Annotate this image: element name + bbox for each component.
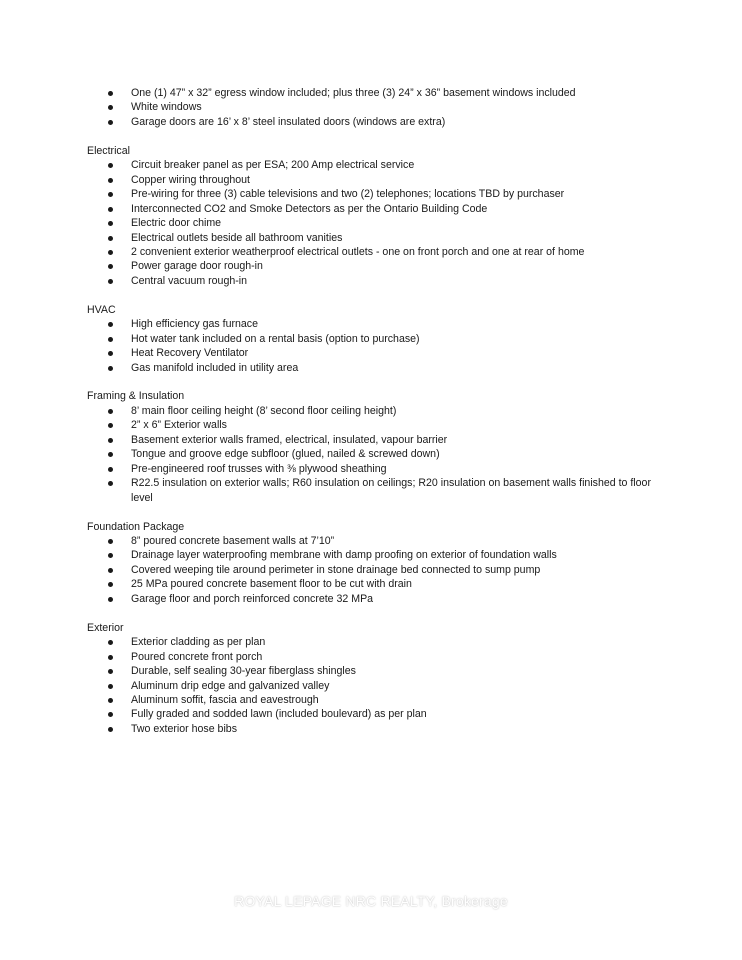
list-item-text: Electric door chime — [131, 217, 222, 230]
list-item-text: 25 MPa poured concrete basement floor to be cut with drain — [131, 578, 412, 591]
bullet-icon — [108, 366, 113, 371]
bullet-icon — [108, 539, 113, 544]
list-item-text: Garage floor and porch reinforced concrete 32 MPa — [131, 592, 374, 605]
list-item — [87, 86, 657, 100]
list-item-text: White windows — [131, 101, 202, 114]
list-item — [87, 433, 657, 447]
list-item-text: R22.5 insulation on exterior walls; R60 insulation on ceilings; R20 insulation on basement walls finished to floor level — [131, 477, 651, 504]
bullet-icon — [108, 221, 113, 226]
list-item — [87, 476, 657, 505]
section-windows-doors — [87, 86, 657, 129]
list-item-text: Durable, self sealing 30-year fiberglass shingles — [131, 665, 356, 678]
bullet-icon — [108, 322, 113, 327]
list-item — [87, 679, 657, 693]
list-item — [87, 577, 657, 591]
bullet-list — [87, 404, 657, 505]
list-item — [87, 650, 657, 664]
list-item — [87, 664, 657, 678]
bullet-icon — [108, 91, 113, 96]
bullet-icon — [108, 582, 113, 587]
bullet-icon — [108, 105, 113, 110]
list-item — [87, 534, 657, 548]
list-item — [87, 231, 657, 245]
bullet-icon — [108, 423, 113, 428]
list-item — [87, 202, 657, 216]
list-item-text: Fully graded and sodded lawn (included boulevard) as per plan — [131, 708, 427, 721]
bullet-icon — [108, 568, 113, 573]
list-item — [87, 404, 657, 418]
bullet-list — [87, 317, 657, 375]
list-item-text: Basement exterior walls framed, electrical, insulated, vapour barrier — [131, 433, 448, 446]
bullet-icon — [108, 279, 113, 284]
list-item-text: High efficiency gas furnace — [131, 318, 259, 331]
list-item — [87, 274, 657, 288]
bullet-icon — [108, 207, 113, 212]
bullet-icon — [108, 467, 113, 472]
list-item — [87, 317, 657, 331]
list-item-text: Circuit breaker panel as per ESA; 200 Amp electrical service — [131, 159, 415, 172]
section-heading: Electrical — [87, 144, 130, 157]
bullet-icon — [108, 178, 113, 183]
list-item — [87, 115, 657, 129]
bullet-icon — [108, 236, 113, 241]
section-heading: Framing & Insulation — [87, 390, 185, 403]
bullet-list — [87, 635, 657, 736]
list-item-text: Exterior cladding as per plan — [131, 636, 266, 649]
list-item-text: Interconnected CO2 and Smoke Detectors as per the Ontario Building Code — [131, 202, 488, 215]
list-item-text: Drainage layer waterproofing membrane with damp proofing on exterior of foundation walls — [131, 549, 557, 562]
bullet-icon — [108, 250, 113, 255]
list-item-text: Power garage door rough-in — [131, 260, 263, 273]
bullet-icon — [108, 727, 113, 732]
list-item — [87, 187, 657, 201]
list-item-text: Aluminum soffit, fascia and eavestrough — [131, 693, 319, 706]
list-item-text: 2” x 6” Exterior walls — [131, 419, 227, 432]
list-item-text: Pre-engineered roof trusses with ⅜ plywood sheathing — [131, 462, 387, 475]
bullet-icon — [108, 192, 113, 197]
list-item-text: Poured concrete front porch — [131, 650, 263, 663]
bullet-icon — [108, 438, 113, 443]
bullet-icon — [108, 409, 113, 414]
list-item — [87, 447, 657, 461]
list-item — [87, 332, 657, 346]
section-hvac — [87, 303, 657, 375]
bullet-icon — [108, 120, 113, 125]
list-item — [87, 635, 657, 649]
bullet-list — [87, 158, 657, 288]
bullet-list — [87, 534, 657, 606]
bullet-icon — [108, 669, 113, 674]
bullet-icon — [108, 163, 113, 168]
list-item — [87, 722, 657, 736]
list-item — [87, 173, 657, 187]
list-item-text: Two exterior hose bibs — [131, 722, 237, 735]
section-heading: HVAC — [87, 303, 116, 316]
section-heading: Foundation Package — [87, 520, 185, 533]
list-item — [87, 592, 657, 606]
bullet-icon — [108, 655, 113, 660]
list-item-text: Heat Recovery Ventilator — [131, 347, 249, 360]
list-item-text: Central vacuum rough-in — [131, 274, 247, 287]
list-item-text: 8” poured concrete basement walls at 7’10” — [131, 534, 335, 547]
bullet-list — [87, 86, 657, 129]
section-electrical — [87, 144, 657, 289]
list-item — [87, 418, 657, 432]
bullet-icon — [108, 264, 113, 269]
list-item-text: Hot water tank included on a rental basis (option to purchase) — [131, 332, 420, 345]
bullet-icon — [108, 698, 113, 703]
list-item — [87, 158, 657, 172]
list-item — [87, 245, 657, 259]
document-content — [87, 86, 657, 751]
list-item-text: 2 convenient exterior weatherproof electrical outlets - one on front porch and one at rear of home — [131, 245, 585, 258]
list-item — [87, 361, 657, 375]
list-item-text: Garage doors are 16’ x 8’ steel insulated doors (windows are extra) — [131, 115, 446, 128]
bullet-icon — [108, 597, 113, 602]
list-item — [87, 693, 657, 707]
bullet-icon — [108, 351, 113, 356]
list-item — [87, 216, 657, 230]
list-item — [87, 462, 657, 476]
list-item-text: Covered weeping tile around perimeter in stone drainage bed connected to sump pump — [131, 563, 541, 576]
bullet-icon — [108, 712, 113, 717]
bullet-icon — [108, 481, 113, 486]
bullet-icon — [108, 553, 113, 558]
section-exterior — [87, 621, 657, 737]
list-item — [87, 707, 657, 721]
list-item-text: 8’ main floor ceiling height (8’ second floor ceiling height) — [131, 404, 397, 417]
bullet-icon — [108, 640, 113, 645]
list-item — [87, 563, 657, 577]
list-item-text: Tongue and groove edge subfloor (glued, nailed & screwed down) — [131, 448, 440, 461]
section-framing-insulation — [87, 389, 657, 505]
section-foundation-package — [87, 520, 657, 607]
list-item — [87, 346, 657, 360]
list-item-text: One (1) 47” x 32” egress window included; plus three (3) 24” x 36” basement windows included — [131, 87, 576, 99]
list-item-text: Pre-wiring for three (3) cable televisions and two (2) telephones; locations TBD by purchaser — [131, 188, 565, 201]
bullet-icon — [108, 452, 113, 457]
list-item-text: Aluminum drip edge and galvanized valley — [131, 679, 330, 692]
bullet-icon — [108, 684, 113, 689]
bullet-icon — [108, 337, 113, 342]
list-item-text: Gas manifold included in utility area — [131, 361, 299, 374]
list-item-text: Electrical outlets beside all bathroom vanities — [131, 231, 343, 244]
section-heading: Exterior — [87, 621, 124, 634]
list-item — [87, 548, 657, 562]
list-item-text: Copper wiring throughout — [131, 173, 250, 186]
brokerage-watermark: ROYAL LEPAGE NRC REALTY, Brokerage — [234, 893, 508, 909]
list-item — [87, 100, 657, 114]
list-item — [87, 259, 657, 273]
